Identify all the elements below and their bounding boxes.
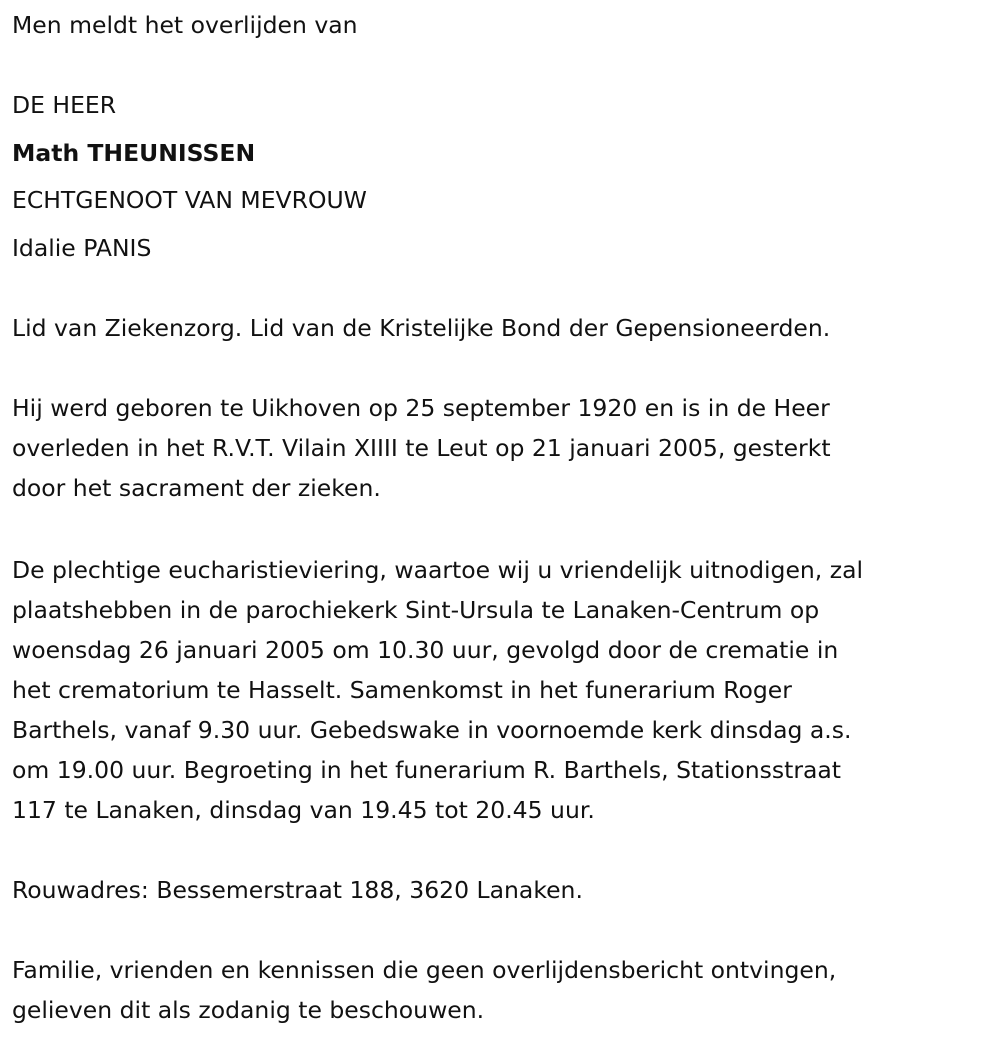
paragraph-line: 117 te Lanaken, dinsdag van 19.45 tot 20.45 uur. — [12, 796, 595, 824]
paragraph-line: Hij werd geboren te Uikhoven op 25 september 1920 en is in de Heer — [12, 394, 830, 422]
title-text: DE HEER — [12, 91, 117, 119]
deceased-name: Math THEUNISSEN — [12, 139, 256, 167]
ceremony-paragraph — [12, 550, 987, 830]
paragraph-line: Barthels, vanaf 9.30 uur. Gebedswake in voornoemde kerk dinsdag a.s. — [12, 716, 852, 744]
paragraph-line: door het sacrament der zieken. — [12, 474, 381, 502]
paragraph-line: gelieven dit als zodanig te beschouwen. — [12, 996, 485, 1024]
birth-death-paragraph — [12, 388, 987, 508]
address-text: Rouwadres: Bessemerstraat 188, 3620 Lanaken. — [12, 876, 583, 904]
paragraph-line: plaatshebben in de parochiekerk Sint-Ursula te Lanaken-Centrum op — [12, 596, 820, 624]
spouse-name: Idalie PANIS — [12, 234, 152, 262]
paragraph-line: woensdag 26 januari 2005 om 10.30 uur, gevolgd door de crematie in — [12, 636, 839, 664]
paragraph-line: Familie, vrienden en kennissen die geen overlijdensbericht ontvingen, — [12, 956, 837, 984]
relation-text: ECHTGENOOT VAN MEVROUW — [12, 186, 367, 214]
closing-paragraph — [12, 950, 987, 1030]
paragraph-line: De plechtige eucharistieviering, waartoe wij u vriendelijk uitnodigen, zal — [12, 556, 864, 584]
paragraph-line: het crematorium te Hasselt. Samenkomst in het funerarium Roger — [12, 676, 792, 704]
memberships-text: Lid van Ziekenzorg. Lid van de Kristelijke Bond der Gepensioneerden. — [12, 314, 831, 342]
paragraph-line: overleden in het R.V.T. Vilain XIIII te Leut op 21 januari 2005, gesterkt — [12, 434, 831, 462]
paragraph-line: om 19.00 uur. Begroeting in het funerarium R. Barthels, Stationsstraat — [12, 756, 841, 784]
intro-text: Men meldt het overlijden van — [12, 11, 358, 39]
